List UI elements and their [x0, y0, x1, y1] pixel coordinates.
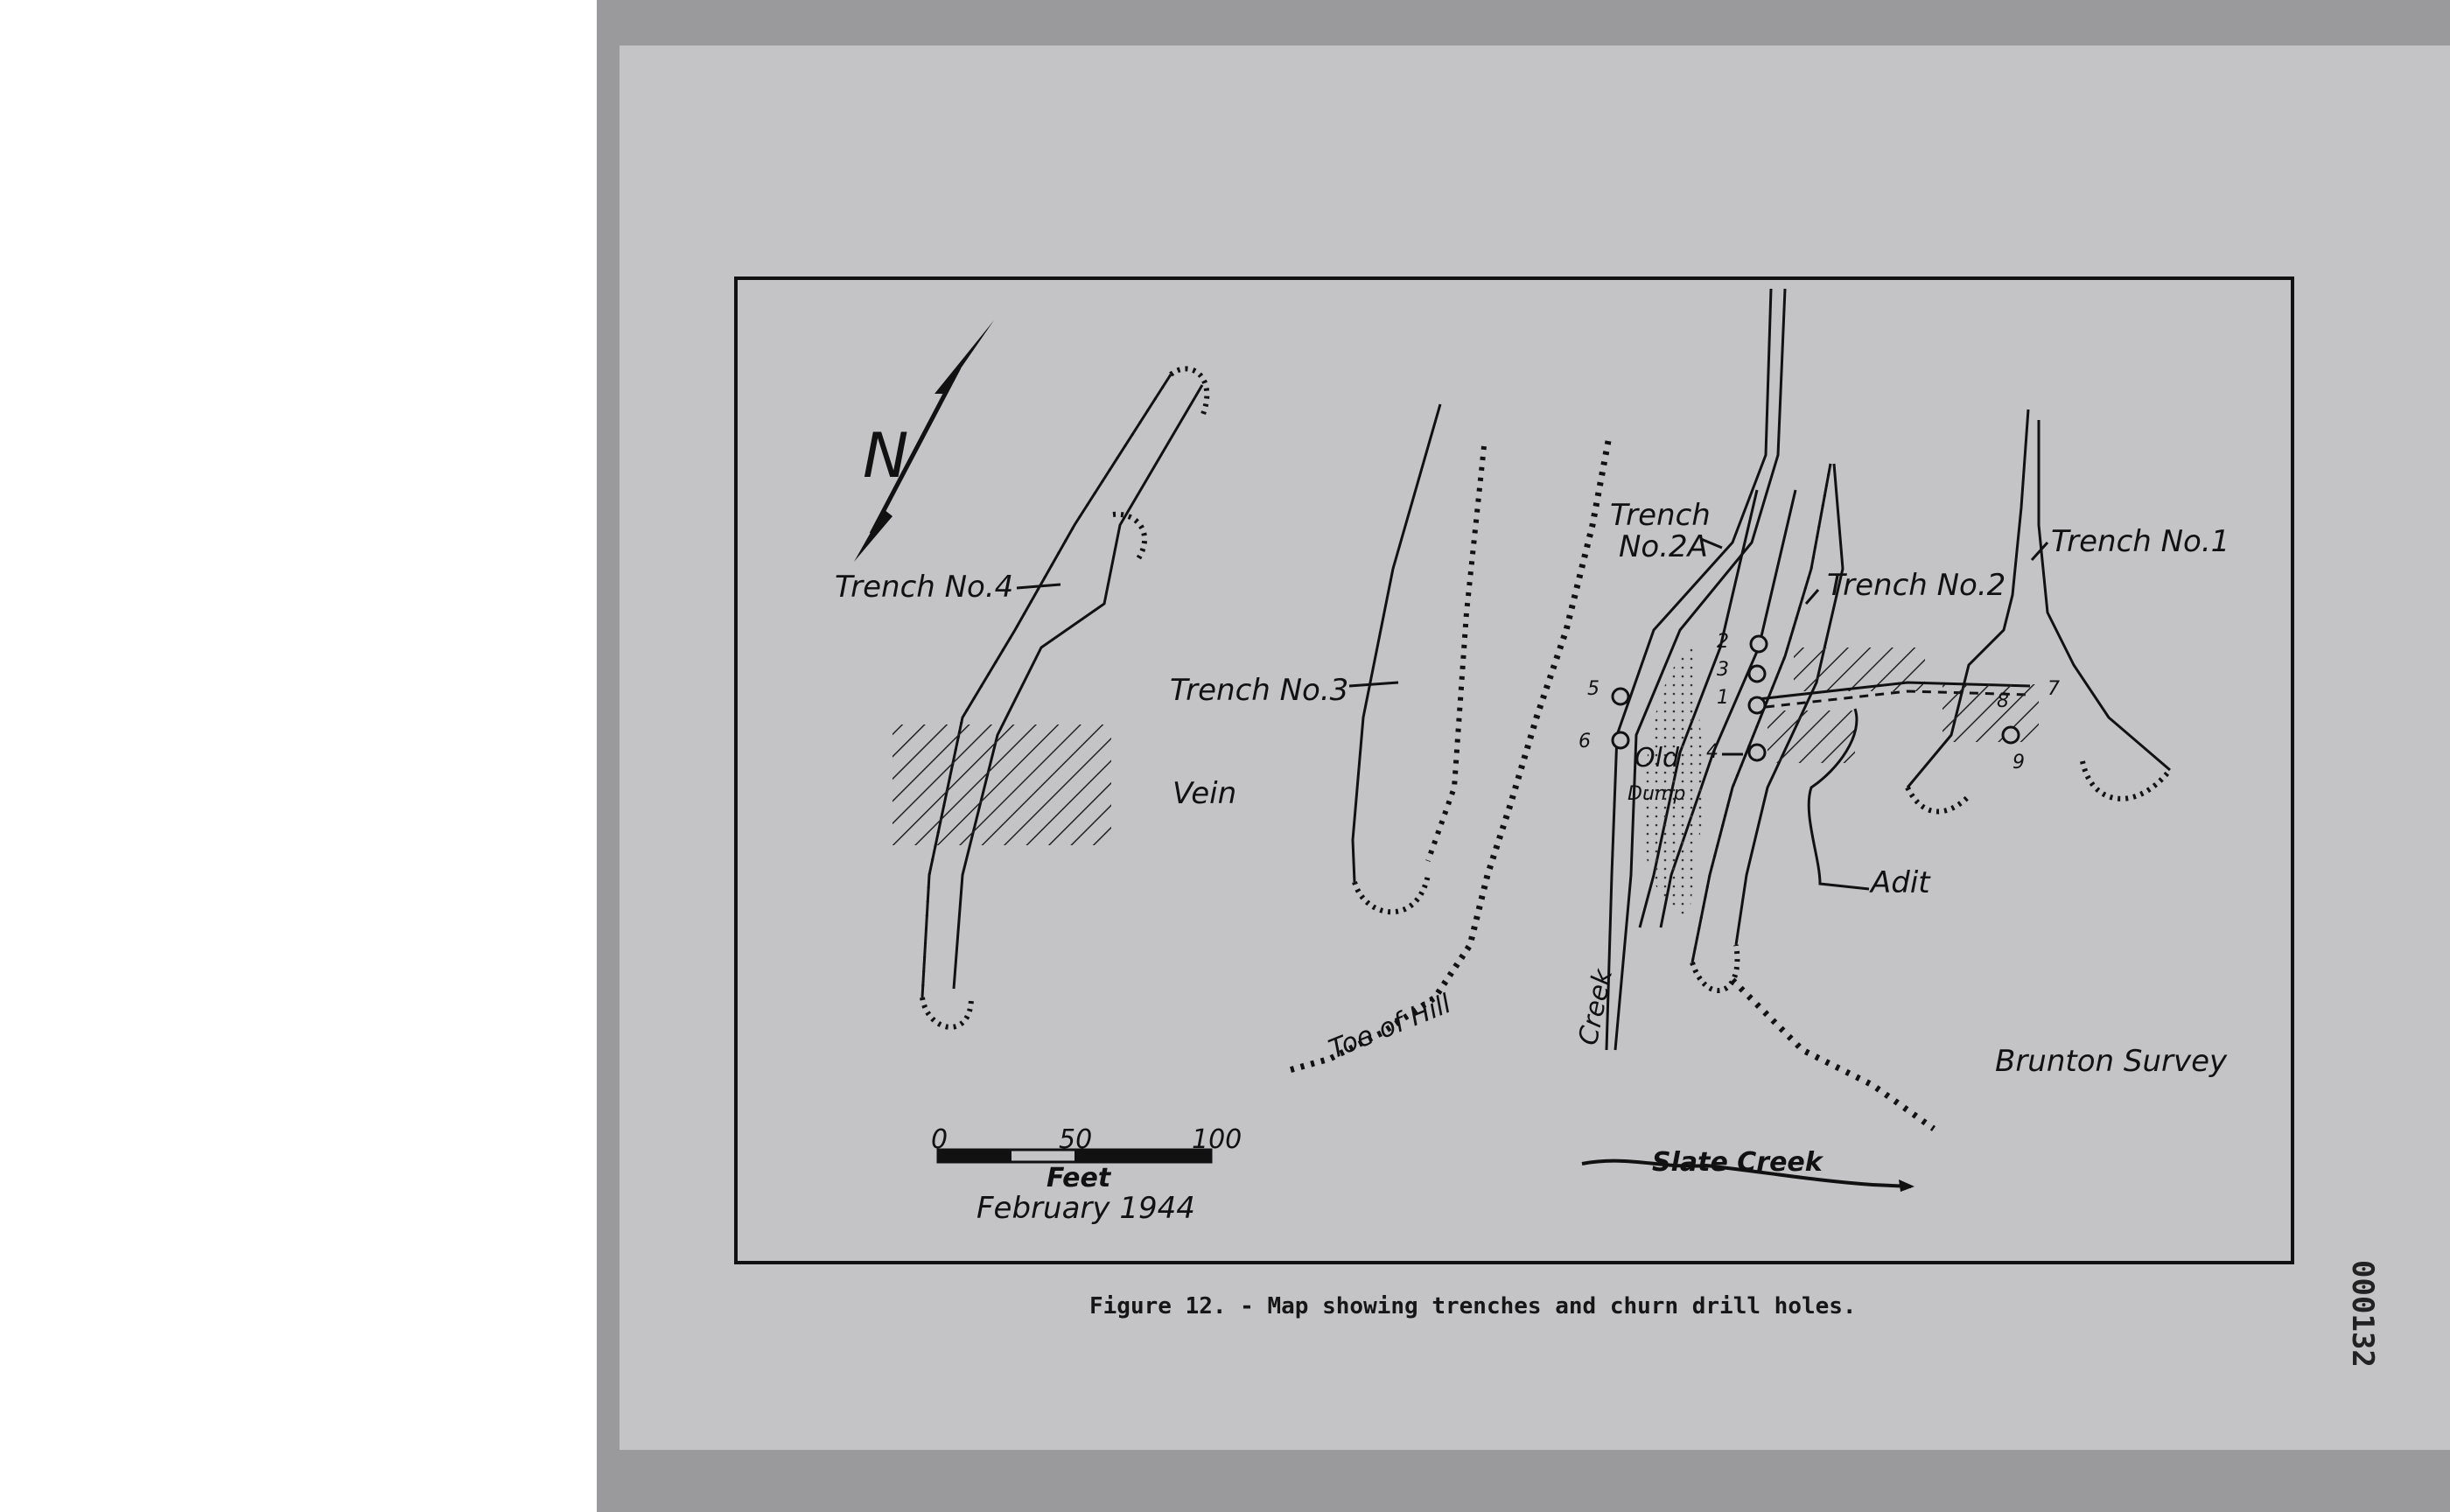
trench-4-label: Trench No.4: [835, 570, 1014, 605]
drill-hole-label-6: 6: [1578, 731, 1591, 752]
trench-2-label: Trench No.2: [1827, 568, 2006, 603]
slate-creek-arrow-icon: [1899, 1180, 1914, 1192]
drill-hole-5: [1613, 689, 1628, 704]
drill-hole-label-3: 3: [1717, 659, 1729, 681]
drill-hole-label-1: 1: [1717, 687, 1729, 709]
scale-tick-50: 50: [1059, 1124, 1093, 1155]
drill-hole-label-8: 8: [1997, 690, 2009, 712]
toe-of-hill-label: Toe of Hill: [1324, 988, 1456, 1066]
scale-unit-label: Feet: [1046, 1163, 1111, 1194]
drill-hole-3: [1749, 666, 1765, 682]
drill-hole-2: [1751, 636, 1767, 652]
drill-hole-label-9: 9: [2012, 752, 2025, 774]
figure-caption: Figure 12. - Map showing trenches and churn drill holes.: [1089, 1293, 1857, 1320]
vein-zone: [892, 724, 1111, 845]
trench-1-outline: [1908, 410, 2170, 812]
drill-hole-9: [2003, 727, 2019, 743]
trench-1-label: Trench No.1: [2051, 524, 2230, 559]
scale-tick-0: 0: [931, 1124, 948, 1155]
drill-hole-label-7: 7: [2048, 678, 2060, 700]
adit-label: Adit: [1871, 865, 1930, 900]
creek-label: Creek: [1572, 966, 1620, 1048]
drill-hole-6: [1613, 732, 1628, 748]
drill-hole-1: [1749, 697, 1765, 713]
old-dump-label-dump: Dump: [1628, 783, 1686, 805]
hatch-zone-a: [1794, 648, 1925, 691]
trench-2a-label-line1: Trench: [1610, 498, 1711, 533]
map-date-label: February 1944: [976, 1191, 1195, 1226]
trench-4-outline: [922, 368, 1207, 1026]
toe-of-hill-line: [1286, 441, 1608, 1071]
toe-of-hill-lower: [1732, 980, 1934, 1129]
trench-2a-label-line2: No.2A: [1619, 529, 1708, 564]
drill-hole-label-5: 5: [1587, 678, 1600, 700]
hatch-zone-c: [1942, 684, 2039, 742]
drill-hole-label-2: 2: [1717, 631, 1729, 653]
page-stamp: 000132: [2345, 1260, 2380, 1368]
hatch-zone-b: [1768, 710, 1855, 763]
vein-label: Vein: [1172, 776, 1237, 811]
slate-creek-label: Slate Creek: [1652, 1147, 1823, 1178]
drill-hole-4: [1749, 745, 1765, 760]
trench-3-label: Trench No.3: [1170, 673, 1349, 708]
old-dump-label-old: Old: [1634, 743, 1679, 774]
north-label: N: [863, 420, 909, 492]
scale-tick-100: 100: [1192, 1124, 1242, 1155]
trench-3-outline: [1353, 404, 1484, 912]
drill-hole-label-4: 4: [1706, 741, 1718, 763]
brunton-survey-label: Brunton Survey: [1995, 1044, 2228, 1079]
